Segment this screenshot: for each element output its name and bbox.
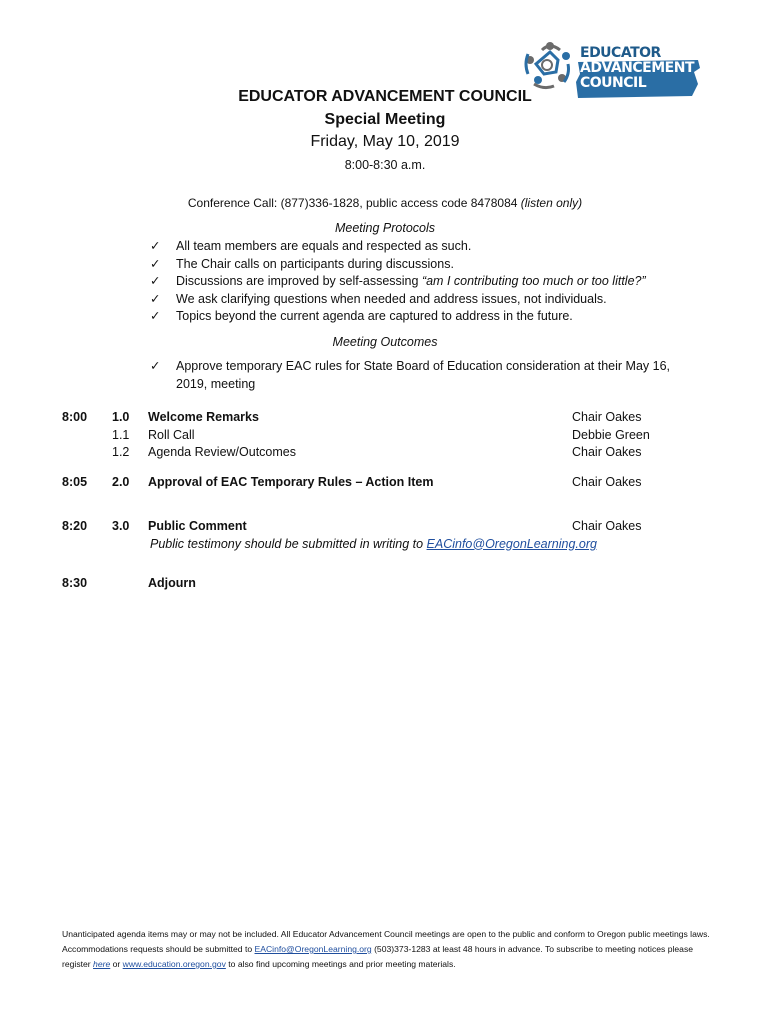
org-title: EDUCATOR ADVANCEMENT COUNCIL [238, 88, 532, 105]
list-item-text: Approve temporary EAC rules for State Board of Education consideration at their May 16, 2019, meeting [176, 359, 671, 391]
footer-text-2: (503)373-1283 at least 48 hours in advance. To subscribe to meeting notices please register [62, 944, 694, 969]
footer-notice [62, 927, 712, 972]
list-item-text: All team members are equals and respected as such. [176, 239, 472, 253]
list-item-text-start: Discussions are improved by self-assessing [176, 274, 422, 288]
agenda-time: 8:05 [62, 475, 88, 489]
public-testimony-note [150, 537, 597, 551]
list-item-text: We ask clarifying questions when needed and address issues, not individuals. [176, 291, 607, 306]
agenda-row [62, 519, 702, 537]
conference-call [0, 196, 770, 210]
outcomes-title: Meeting Outcomes [332, 335, 438, 349]
agenda-item: Welcome Remarks [148, 410, 259, 424]
agenda-time: 8:20 [62, 519, 88, 533]
list-item [150, 358, 690, 393]
list-item [150, 238, 710, 256]
agenda-time: 8:00 [62, 410, 88, 424]
footer-text-3: or [110, 959, 123, 969]
agenda-presenter: Chair Oakes [572, 519, 642, 533]
logo-wordmark [580, 46, 702, 91]
check-icon: ✓ [150, 291, 161, 306]
agenda-row [62, 576, 702, 594]
outcomes-list [150, 358, 690, 393]
agenda-presenter: Debbie Green [572, 427, 650, 442]
agenda-number: 1.0 [112, 410, 130, 424]
agenda-item: Approval of EAC Temporary Rules – Action Item [148, 475, 434, 489]
agenda-presenter: Chair Oakes [572, 410, 642, 424]
meeting-type: Special Meeting [324, 111, 446, 128]
footer-email-link[interactable]: EACinfo@OregonLearning.org [254, 944, 372, 954]
check-icon: ✓ [150, 239, 161, 253]
note-text: Public testimony should be submitted in writing to [150, 536, 427, 551]
agenda-time: 8:30 [62, 576, 88, 590]
logo-line-3: COUNCIL [580, 75, 647, 91]
list-item [150, 291, 710, 309]
check-icon: ✓ [150, 359, 161, 373]
agenda-row [62, 428, 702, 446]
agenda-item: Roll Call [148, 427, 195, 442]
agenda-number: 3.0 [112, 519, 130, 533]
footer-text-1: Unanticipated agenda items may or may not be included. All Educator Advancement Council meetings are open to the public and conform to Oregon public meetings laws. Accommodations requests should be submitted to [62, 929, 710, 954]
list-item-text: The Chair calls on participants during discussions. [176, 256, 454, 271]
agenda-number: 1.2 [112, 445, 130, 459]
list-item-text-italic: “am I contributing too much or too little?” [421, 274, 646, 288]
agenda-presenter: Chair Oakes [572, 475, 642, 489]
agenda-row [62, 445, 702, 463]
check-icon: ✓ [150, 309, 161, 323]
agenda-item: Public Comment [148, 519, 247, 533]
agenda-section-2 [62, 475, 702, 493]
meeting-date: Friday, May 10, 2019 [310, 133, 460, 150]
agenda-row [62, 410, 702, 428]
list-item [150, 273, 710, 291]
conference-call-text: Conference Call: (877)336-1828, public access code 8478084 [187, 196, 521, 210]
people-circle-icon [526, 42, 570, 88]
meeting-time: 8:00-8:30 a.m. [344, 158, 426, 172]
logo-line-2: ADVANCEMENT [580, 60, 694, 76]
agenda-note-row [62, 537, 702, 555]
agenda-row [62, 475, 702, 493]
agenda-section-1 [62, 410, 702, 463]
agenda-item: Adjourn [148, 576, 196, 590]
register-here-link[interactable]: here [93, 959, 111, 969]
logo-line-1: EDUCATOR [580, 45, 661, 61]
agenda-section-3 [62, 519, 702, 554]
agenda-section-4 [62, 576, 702, 594]
list-item [150, 308, 710, 326]
list-item-text: Topics beyond the current agenda are captured to address in the future. [176, 309, 573, 323]
protocols-title: Meeting Protocols [334, 221, 436, 235]
agenda-number: 1.1 [112, 427, 130, 442]
check-icon: ✓ [150, 256, 161, 271]
list-item-text [176, 273, 646, 291]
footer-text-4: to also find upcoming meetings and prior meeting materials. [225, 959, 456, 969]
conference-call-note: (listen only) [520, 196, 583, 210]
eac-email-link[interactable]: EACinfo@OregonLearning.org [426, 536, 597, 551]
agenda-item: Agenda Review/Outcomes [148, 445, 296, 459]
protocols-list [150, 238, 710, 326]
list-item [150, 256, 710, 274]
check-icon: ✓ [150, 274, 161, 288]
education-website-link[interactable]: www.education.oregon.gov [122, 959, 226, 969]
agenda-number: 2.0 [112, 475, 130, 489]
agenda-presenter: Chair Oakes [572, 445, 642, 459]
